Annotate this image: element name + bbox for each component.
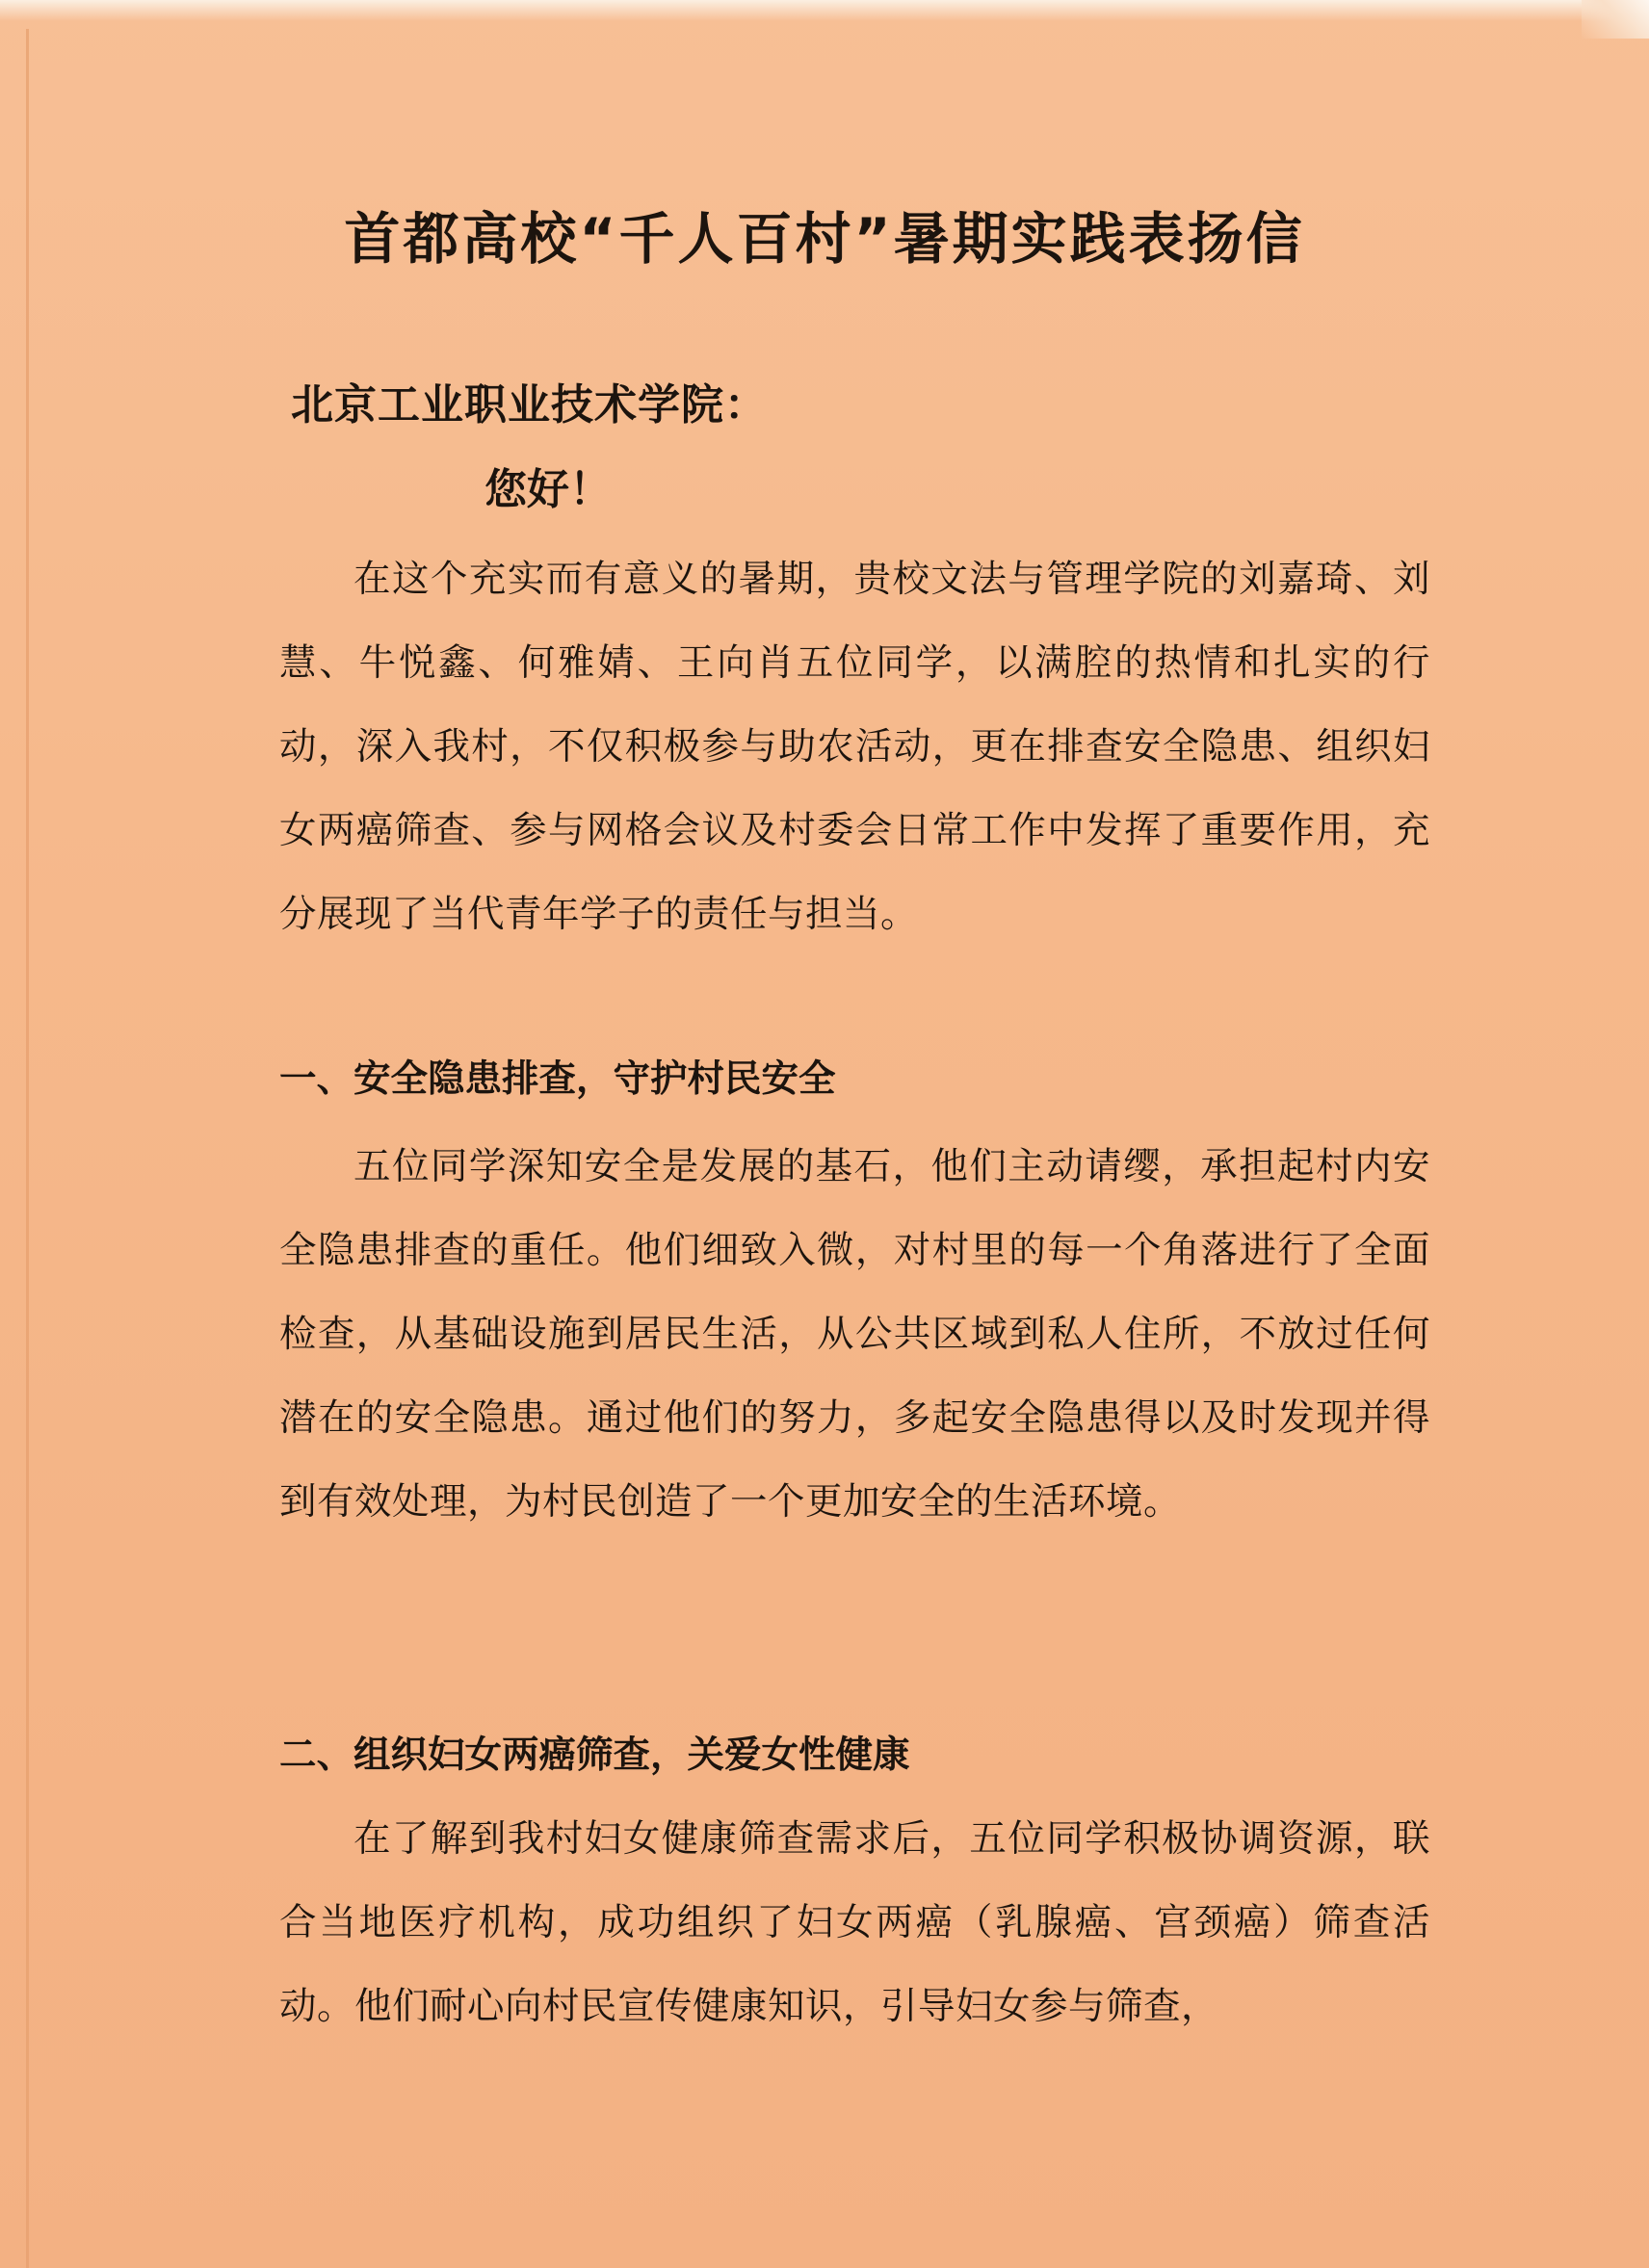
paper-top-edge xyxy=(0,0,1649,21)
section-body-health: 在了解到我村妇女健康筛查需求后，五位同学积极协调资源，联合当地医疗机构，成功组织了妇女两癌（乳腺癌、宫颈癌）筛查活动。他们耐心向村民宣传健康知识，引导妇女参与筛查， xyxy=(279,1817,1430,2028)
letter-salutation: 北京工业职业技术学院： xyxy=(291,380,768,430)
paper-corner-fold xyxy=(1582,0,1649,39)
letter-title: 首都高校“千人百村”暑期实践表扬信 xyxy=(344,206,1305,272)
section-heading-safety: 一、安全隐患排查，守护村民安全 xyxy=(279,1057,836,1101)
letter-greeting: 您好！ xyxy=(484,465,612,514)
paper-fold-line xyxy=(26,29,29,2268)
section-body-safety: 五位同学深知安全是发展的基石，他们主动请缨，承担起村内安全隐患排查的重任。他们细致入微，对村里的每一个角落进行了全面检查，从基础设施到居民生活，从公共区域到私人住所，不放过任何潜在的安全隐患。通过他们的努力，多起安全隐患得以及时发现并得到有效处理，为村民创造了一个更加安全的生活环境。 xyxy=(279,1145,1430,1524)
intro-paragraph: 在这个充实而有意义的暑期，贵校文法与管理学院的刘嘉琦、刘慧、牛悦鑫、何雅婧、王向肖五位同学，以满腔的热情和扎实的行动，深入我村，不仅积极参与助农活动，更在排查安全隐患、组织妇女两癌筛查、参与网格会议及村委会日常工作中发挥了重要作用，充分展现了当代青年学子的责任与担当。 xyxy=(279,558,1430,936)
section-heading-health: 二、组织妇女两癌筛查，关爱女性健康 xyxy=(279,1734,910,1777)
